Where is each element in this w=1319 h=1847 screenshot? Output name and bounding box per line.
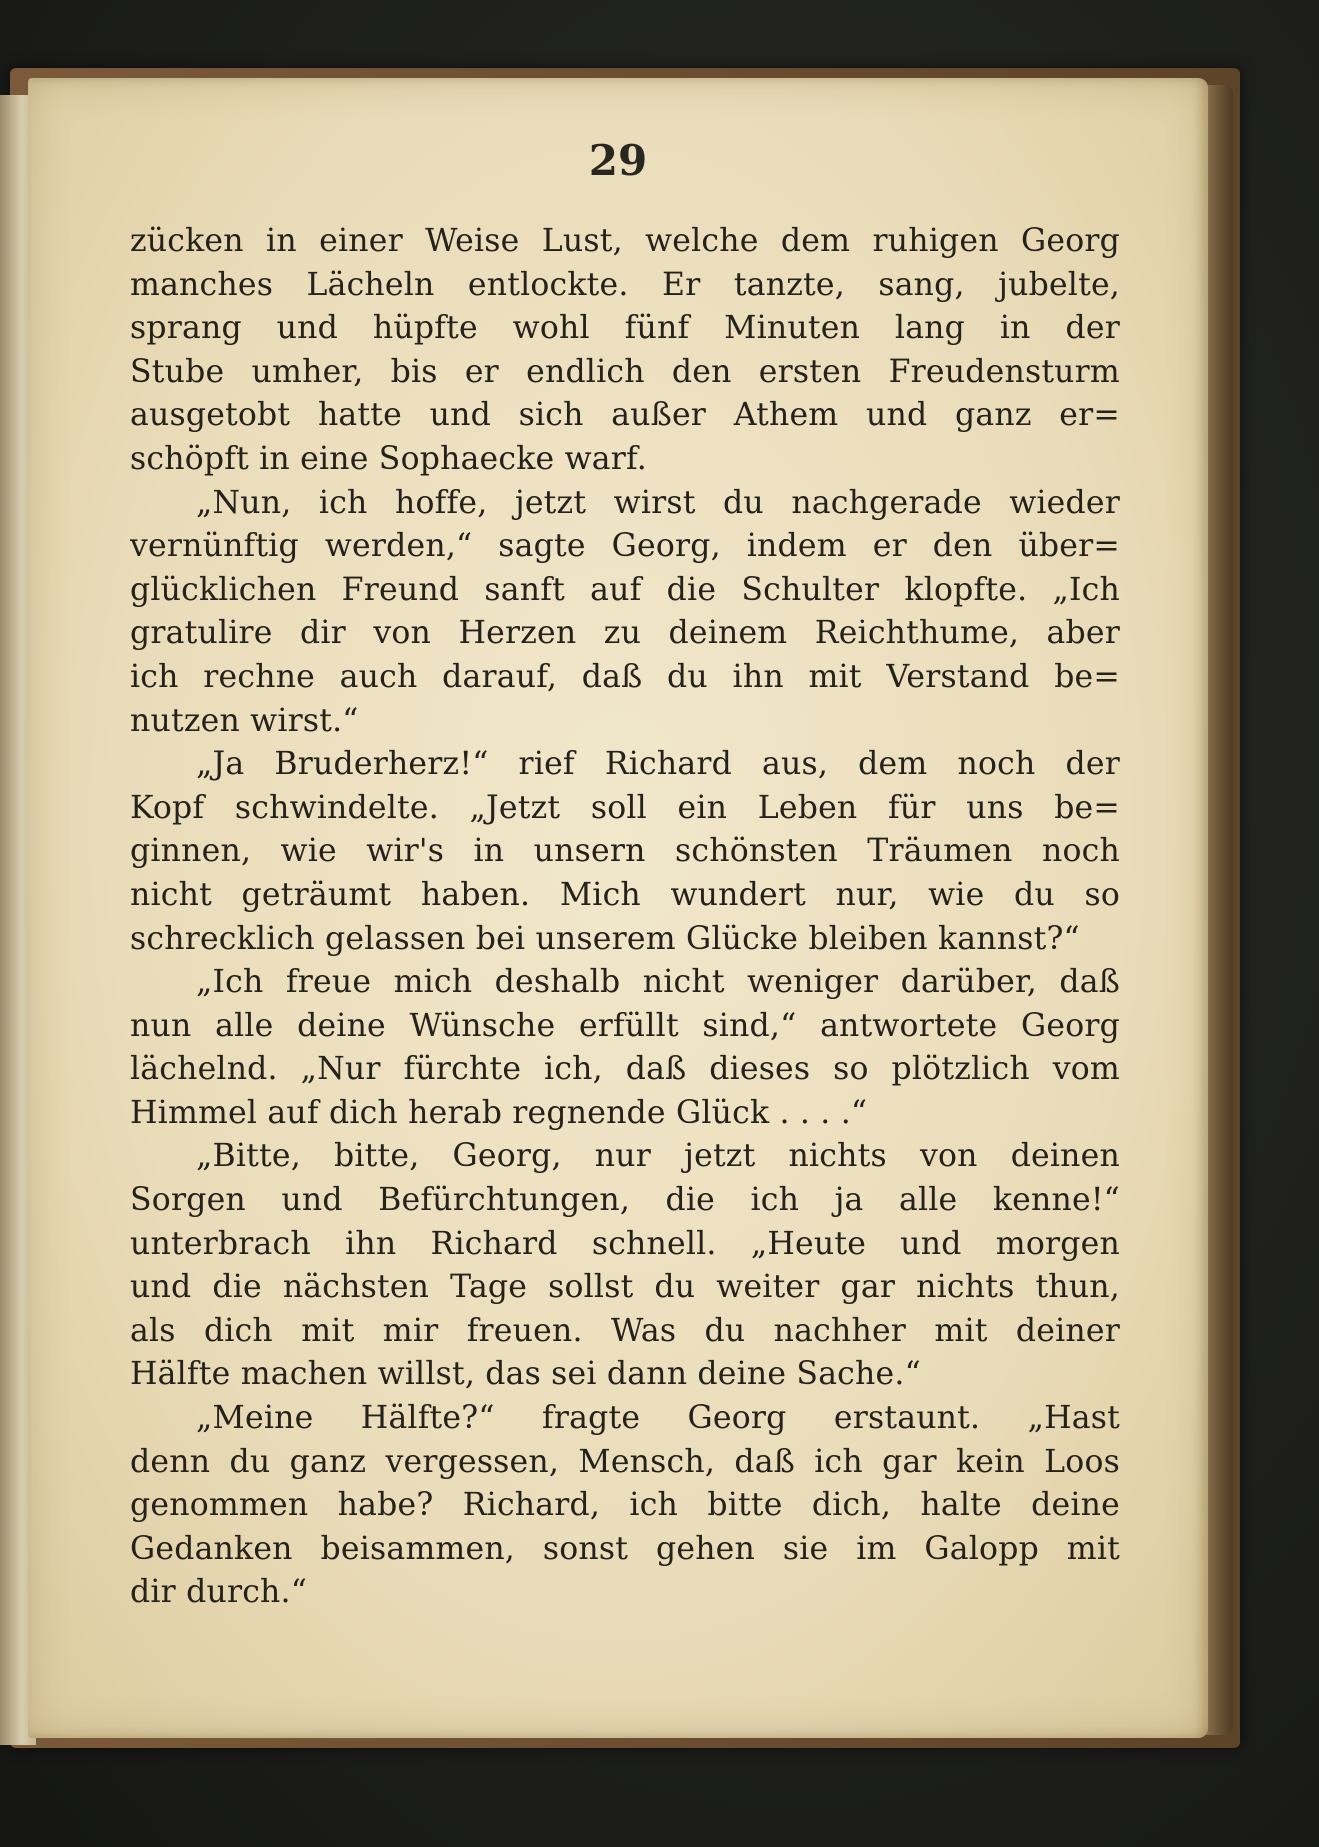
text-line: vernünftig werden,“ sagte Georg, indem er den über=	[130, 528, 1120, 565]
text-line: nicht geträumt haben. Mich wundert nur, wie du so	[130, 876, 1120, 913]
body-text	[130, 220, 1120, 1615]
text-line: dir durch.“	[130, 1574, 308, 1611]
text-line: als dich mit mir freuen. Was du nachher mit deiner	[130, 1312, 1120, 1349]
text-line: ich rechne auch darauf, daß du ihn mit Verstand be=	[130, 658, 1120, 695]
text-line: Sorgen und Befürchtungen, die ich ja alle kenne!“	[130, 1182, 1120, 1219]
text-line: nutzen wirst.“	[130, 702, 359, 739]
text-line: „Meine Hälfte?“ fragte Georg erstaunt. „Hast	[196, 1400, 1120, 1437]
text-line: glücklichen Freund sanft auf die Schulter klopfte. „Ich	[130, 571, 1120, 608]
book-page	[28, 78, 1208, 1738]
text-line: Hälfte machen willst, das sei dann deine Sache.“	[130, 1356, 921, 1393]
text-line: nun alle deine Wünsche erfüllt sind,“ antwortete Georg	[130, 1007, 1120, 1044]
text-line: „Nun, ich hoffe, jetzt wirst du nachgerade wieder	[196, 484, 1120, 521]
text-line: „Ich freue mich deshalb nicht weniger darüber, daß	[196, 964, 1120, 1001]
text-line: „Bitte, bitte, Georg, nur jetzt nichts von deinen	[196, 1138, 1120, 1175]
text-line: Gedanken beisammen, sonst gehen sie im Galopp mit	[130, 1530, 1120, 1567]
text-line: Stube umher, bis er endlich den ersten Freudensturm	[130, 353, 1120, 390]
page-number: 29	[588, 136, 648, 185]
text-line: zücken in einer Weise Lust, welche dem ruhigen Georg	[130, 223, 1120, 259]
text-line: Kopf schwindelte. „Jetzt soll ein Leben für uns be=	[130, 789, 1120, 826]
text-line: denn du ganz vergessen, Mensch, daß ich gar kein Loos	[130, 1443, 1120, 1480]
text-line: schrecklich gelassen bei unserem Glücke bleiben kannst?“	[130, 920, 1080, 957]
text-line: lächelnd. „Nur fürchte ich, daß dieses so plötzlich vom	[130, 1051, 1120, 1088]
text-line: genommen habe? Richard, ich bitte dich, halte deine	[130, 1487, 1120, 1524]
text-line: ausgetobt hatte und sich außer Athem und ganz er=	[130, 397, 1120, 434]
text-line: ginnen, wie wir's in unsern schönsten Träumen noch	[130, 833, 1120, 870]
text-line: und die nächsten Tage sollst du weiter gar nichts thun,	[130, 1269, 1120, 1306]
text-line: unterbrach ihn Richard schnell. „Heute und morgen	[130, 1225, 1120, 1262]
text-line: manches Lächeln entlockte. Er tanzte, sang, jubelte,	[130, 266, 1120, 303]
text-line: gratulire dir von Herzen zu deinem Reichthume, aber	[130, 615, 1120, 652]
text-line: „Ja Bruderherz!“ rief Richard aus, dem noch der	[196, 746, 1120, 783]
text-line: Himmel auf dich herab regnende Glück . . . .“	[130, 1094, 868, 1131]
text-line: schöpft in eine Sophaecke warf.	[130, 440, 647, 477]
text-line: sprang und hüpfte wohl fünf Minuten lang in der	[130, 310, 1120, 347]
